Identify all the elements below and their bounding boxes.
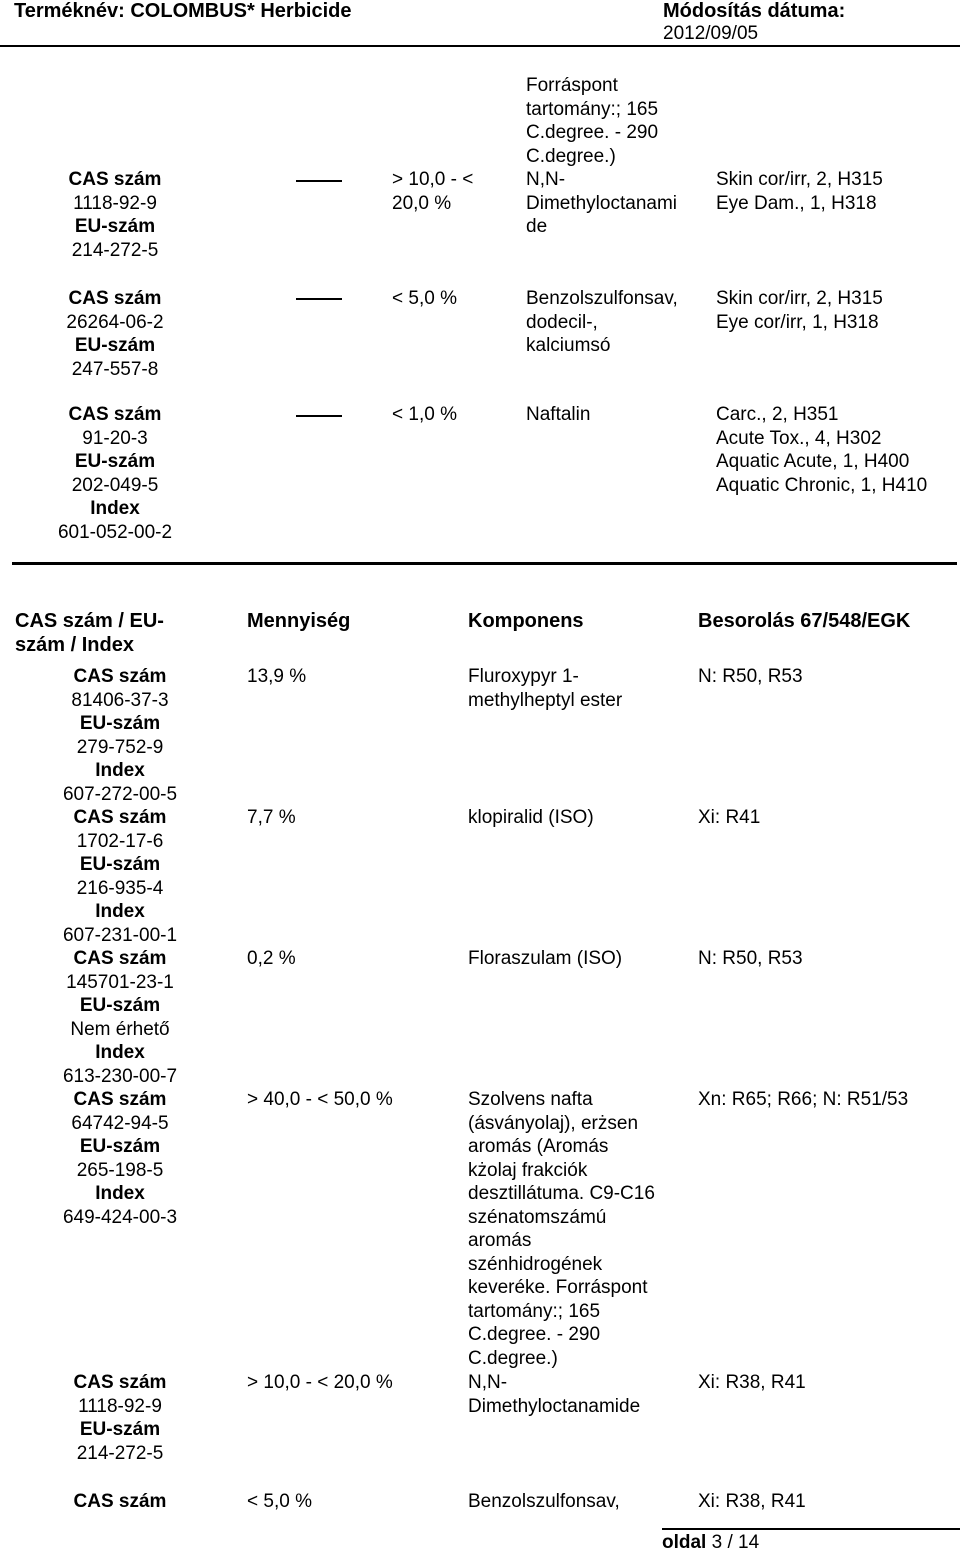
index-number: 607-272-00-5 [62, 783, 178, 805]
dsd-row-4-amount: > 40,0 - < 50,0 % [247, 1089, 393, 1110]
dsd-row-1-amount: 13,9 % [247, 666, 307, 687]
eu-number: 216-935-4 [76, 877, 164, 899]
dsd-row-2-amount: 7,7 % [247, 807, 296, 828]
component-line: kalciumsó [526, 335, 611, 356]
component-line: Naftalin [526, 404, 591, 425]
eu-label: EU-szám [79, 995, 161, 1016]
cas-label: CAS szám [68, 169, 162, 190]
component-line: desztillátuma. C9-C16 [468, 1183, 655, 1204]
component-line: C.degree. - 290 [526, 122, 659, 143]
cas-number: 81406-37-3 [71, 689, 169, 711]
component-line: Forráspont [526, 75, 618, 96]
classification-line: Acute Tox., 4, H302 [716, 427, 882, 449]
index-label: Index [90, 498, 140, 519]
eu-label: EU-szám [74, 451, 156, 472]
dsd-row-6-classification: Xi: R38, R41 [698, 1491, 806, 1512]
column-header-ids [15, 609, 164, 657]
component-line: methylheptyl ester [468, 689, 623, 711]
component-line: tartomány:; 165 [526, 98, 659, 120]
product-name-label: Terméknév: COLOMBUS* Herbicide [14, 0, 352, 22]
eu-label: EU-szám [74, 216, 156, 237]
dsd-row-1-component [468, 665, 622, 712]
cas-label: CAS szám [73, 948, 167, 969]
component-line: N,N- [526, 169, 566, 190]
index-label: Index [95, 760, 145, 781]
component-line: klopiralid (ISO) [468, 807, 594, 828]
index-number: 601-052-00-2 [57, 521, 173, 543]
cas-number: 91-20-3 [82, 427, 148, 449]
amount-line: < 5,0 % [392, 288, 457, 309]
index-label: Index [95, 1042, 145, 1063]
column-header-ids-line: CAS szám / EU- [15, 610, 164, 632]
classification-line: Eye cor/irr, 1, H318 [716, 311, 879, 333]
column-header-ids-line: szám / Index [15, 634, 134, 656]
cas-label: CAS szám [73, 1089, 167, 1110]
cas-number: 1118-92-9 [73, 192, 157, 214]
component-line: aromás [468, 1230, 532, 1251]
cas-label: CAS szám [73, 1491, 167, 1512]
eu-number: 279-752-9 [76, 736, 164, 758]
component-line: (ásványolaj), erżsen [468, 1112, 639, 1134]
dsd-row-5-ids [20, 1371, 220, 1465]
classification-line: Skin cor/irr, 2, H315 [716, 288, 883, 309]
clp-row-3-ids [15, 403, 215, 544]
dash-mark [296, 298, 342, 300]
clp-row-1-ids [15, 168, 215, 262]
component-line: Dimethyloctanami [526, 192, 677, 214]
dsd-row-5-classification: Xi: R38, R41 [698, 1372, 806, 1393]
dsd-row-3-amount: 0,2 % [247, 948, 296, 969]
page-header [0, 0, 960, 45]
index-label: Index [95, 1183, 145, 1204]
dsd-row-6-component [468, 1490, 620, 1514]
dash-mark [296, 180, 342, 182]
eu-label: EU-szám [79, 854, 161, 875]
dsd-row-4-ids [20, 1088, 220, 1229]
dsd-row-1-ids [20, 665, 220, 806]
clp-row-3-amount [392, 403, 457, 427]
cas-label: CAS szám [73, 666, 167, 687]
eu-label: EU-szám [74, 335, 156, 356]
amount-line: > 10,0 - < [392, 169, 474, 190]
component-line: keveréke. Forráspont [468, 1277, 648, 1298]
classification-line: Aquatic Acute, 1, H400 [716, 451, 910, 472]
component-line: dodecil-, [526, 311, 598, 333]
component-line: Dimethyloctanamide [468, 1395, 641, 1417]
column-header-component: Komponens [468, 610, 584, 632]
section-divider [12, 562, 957, 565]
clp-row-1-classification [716, 168, 883, 215]
component-line: C.degree.) [468, 1347, 558, 1369]
component-line: kżolaj frakciók [468, 1159, 588, 1181]
component-line: szénatomszámú [468, 1206, 607, 1228]
index-number: 613-230-00-7 [62, 1065, 178, 1087]
component-line: szénhidrogének [468, 1253, 603, 1275]
page-count: 3 / 14 [711, 1532, 760, 1553]
cas-label: CAS szám [68, 288, 162, 309]
column-header-classification: Besorolás 67/548/EGK [698, 610, 911, 632]
eu-label: EU-szám [79, 713, 161, 734]
component-line: Benzolszulfonsav, [526, 288, 678, 309]
component-line: aromás (Aromás [468, 1136, 609, 1157]
column-header-amount: Mennyiség [247, 610, 351, 632]
dsd-row-4-classification: Xn: R65; R66; N: R51/53 [698, 1089, 909, 1110]
clp-row-1-component [526, 74, 677, 239]
index-number: 649-424-00-3 [62, 1206, 178, 1228]
page-word: oldal [662, 1532, 707, 1553]
classification-line: Skin cor/irr, 2, H315 [716, 169, 883, 190]
dsd-row-6-amount: < 5,0 % [247, 1491, 312, 1512]
clp-row-2-ids [15, 287, 215, 381]
classification-line: Aquatic Chronic, 1, H410 [716, 474, 928, 496]
clp-row-1-amount [392, 168, 473, 215]
eu-number: 247-557-8 [71, 358, 159, 380]
dsd-row-4-component [468, 1088, 655, 1370]
footer-divider [662, 1528, 960, 1530]
classification-line: Eye Dam., 1, H318 [716, 192, 877, 214]
revision-date-value: 2012/09/05 [663, 23, 759, 44]
page-number [662, 1531, 759, 1554]
cas-label: CAS szám [73, 1372, 167, 1393]
component-line: tartomány:; 165 [468, 1300, 601, 1322]
dsd-row-2-component [468, 806, 594, 830]
dsd-row-3-ids [20, 947, 220, 1088]
clp-row-3-component [526, 403, 590, 427]
eu-label: EU-szám [79, 1136, 161, 1157]
index-number: 607-231-00-1 [62, 924, 178, 946]
cas-label: CAS szám [68, 404, 162, 425]
component-line: C.degree. - 290 [468, 1324, 601, 1345]
clp-row-2-amount [392, 287, 457, 311]
component-line: N,N- [468, 1372, 508, 1393]
eu-number: 214-272-5 [71, 239, 159, 261]
clp-row-3-classification [716, 403, 927, 497]
amount-line: 20,0 % [392, 192, 452, 214]
eu-label: EU-szám [79, 1419, 161, 1440]
component-line: C.degree.) [526, 145, 616, 167]
dsd-row-3-component [468, 947, 622, 971]
cas-number: 26264-06-2 [66, 311, 164, 333]
eu-number: 265-198-5 [76, 1159, 164, 1181]
eu-number: 214-272-5 [76, 1442, 164, 1464]
eu-number: 202-049-5 [71, 474, 159, 496]
cas-number: 1118-92-9 [78, 1395, 162, 1417]
cas-label: CAS szám [73, 807, 167, 828]
revision-date-label: Módosítás dátuma: [663, 0, 846, 22]
dsd-row-1-classification: N: R50, R53 [698, 666, 803, 687]
dsd-row-3-classification: N: R50, R53 [698, 948, 803, 969]
dsd-row-6-ids [20, 1490, 220, 1514]
classification-line: Carc., 2, H351 [716, 404, 839, 425]
amount-line: < 1,0 % [392, 404, 457, 425]
index-label: Index [95, 901, 145, 922]
component-line: Floraszulam (ISO) [468, 948, 623, 969]
dash-mark [296, 415, 342, 417]
cas-number: 64742-94-5 [71, 1112, 169, 1134]
component-line: Szolvens nafta [468, 1089, 593, 1110]
component-line: Benzolszulfonsav, [468, 1491, 620, 1512]
cas-number: 145701-23-1 [66, 971, 174, 993]
dsd-row-2-ids [20, 806, 220, 947]
eu-number: Nem érhető [70, 1018, 170, 1040]
dsd-row-5-amount: > 10,0 - < 20,0 % [247, 1372, 393, 1393]
dsd-row-5-component [468, 1371, 640, 1418]
clp-row-2-classification [716, 287, 883, 334]
component-line: Fluroxypyr 1- [468, 666, 579, 687]
dsd-row-2-classification: Xi: R41 [698, 807, 761, 828]
header-divider [0, 45, 960, 47]
component-line: de [526, 216, 548, 237]
clp-row-2-component [526, 287, 678, 358]
cas-number: 1702-17-6 [76, 830, 164, 852]
